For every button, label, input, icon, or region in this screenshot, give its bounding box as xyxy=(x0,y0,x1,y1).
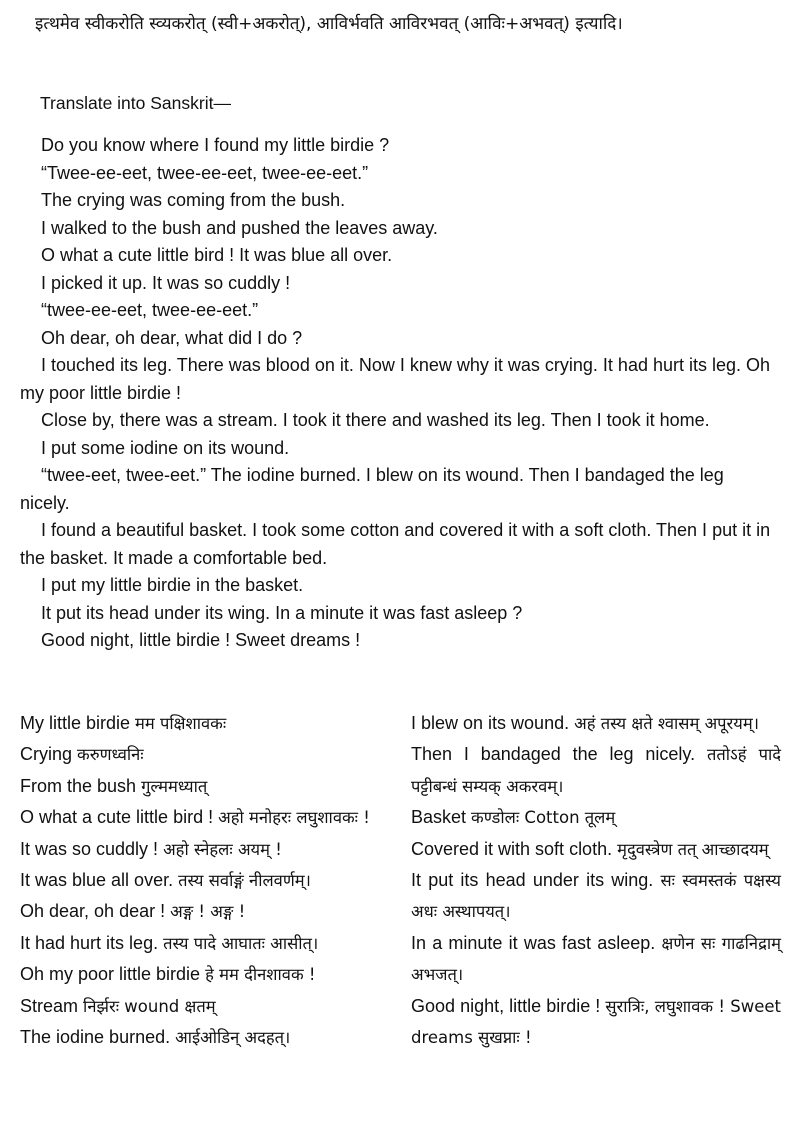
vocab-entry xyxy=(20,959,380,990)
vocab-english: In a minute it was fast asleep. xyxy=(411,932,656,953)
passage-line: “twee-ee-eet, twee-ee-eet.” xyxy=(41,300,259,320)
vocab-english: It put its head under its wing. xyxy=(411,870,654,891)
vocab-sanskrit: अहं तस्य क्षते श्वासम् अपूरयम्। xyxy=(574,714,759,733)
vocab-entry xyxy=(411,739,781,802)
vocab-entry xyxy=(411,802,781,833)
translation-passage xyxy=(20,132,778,655)
passage-line: “Twee-ee-eet, twee-ee-eet, twee-ee-eet.” xyxy=(41,162,369,183)
passage-line: I put my little birdie in the basket. xyxy=(41,575,304,595)
vocab-english: Then I bandaged the leg nicely. xyxy=(411,744,696,765)
vocab-sanskrit: निर्झरः wound क्षतम् xyxy=(83,996,216,1016)
vocab-sanskrit: मम पक्षिशावकः xyxy=(135,714,227,733)
vocab-english: The iodine burned. xyxy=(20,1027,171,1048)
vocab-sanskrit: आईओडिन् अदहत्। xyxy=(175,1028,291,1048)
passage-line: Do you know where I found my little birdie ? xyxy=(41,135,390,155)
vocab-sanskrit: तस्य पादे आघातः आसीत्। xyxy=(163,933,319,953)
passage-line: It put its head under its wing. In a minute it was fast asleep ? xyxy=(41,602,523,623)
vocab-english: It was blue all over. xyxy=(20,870,174,891)
passage-line: Good night, little birdie ! Sweet dreams ! xyxy=(41,630,361,650)
passage-line: I put some iodine on its wound. xyxy=(41,437,290,458)
passage-line: O what a cute little bird ! It was blue all over. xyxy=(41,245,393,265)
vocabulary-column-left xyxy=(20,708,380,1053)
vocab-entry xyxy=(20,991,380,1022)
vocab-sanskrit: अहो स्नेहलः अयम् ! xyxy=(163,839,282,859)
vocab-sanskrit: गुल्ममध्यात् xyxy=(141,776,208,796)
vocab-english: I blew on its wound. xyxy=(411,713,570,733)
vocab-sanskrit: करुणध्वनिः xyxy=(77,745,144,765)
vocab-entry xyxy=(20,865,380,896)
passage-line: I found a beautiful basket. I took some cotton and covered it with a soft cloth. Then I put it in the basket. It made a comfortable bed. xyxy=(20,520,771,568)
vocab-sanskrit: क्षणेन सः गाढनिद्राम् अभजत्। xyxy=(411,933,781,985)
vocab-entry xyxy=(20,708,380,739)
vocab-english: It had hurt its leg. xyxy=(20,932,159,953)
passage-line: I touched its leg. There was blood on it. Now I knew why it was crying. It had hurt its leg. Oh my poor little birdie ! xyxy=(20,355,771,403)
vocab-entry xyxy=(20,1022,380,1053)
passage-line: The crying was coming from the bush. xyxy=(41,190,346,210)
vocab-english: Stream xyxy=(20,995,79,1016)
vocab-sanskrit: अङ्ग ! अङ्ग ! xyxy=(170,902,246,922)
intro-line: इत्थमेव स्वीकरोति स्व्यकरोत् (स्वी+अकरोत्), आविर्भवति आविरभवत् (आविः+अभवत्) इत्यादि। xyxy=(35,14,623,34)
vocab-english: Crying xyxy=(20,744,73,765)
vocab-sanskrit: ततोऽहं पादे पट्टीबन्धं सम्यक् अकरवम्। xyxy=(411,745,781,796)
vocab-entry xyxy=(20,771,380,802)
vocab-sanskrit: अहो मनोहरः लघुशावकः ! xyxy=(218,808,370,828)
vocab-entry xyxy=(411,834,781,865)
vocab-english: Basket xyxy=(411,807,467,828)
vocab-sanskrit: कण्डोलः Cotton तूलम् xyxy=(471,808,616,828)
passage-line: I picked it up. It was so cuddly ! xyxy=(41,272,291,293)
vocab-entry xyxy=(20,834,380,865)
vocab-entry xyxy=(20,928,380,959)
vocab-sanskrit: मृदुवस्त्रेण तत् आच्छादयम् xyxy=(617,839,769,859)
vocab-english: It was so cuddly ! xyxy=(20,838,159,859)
vocab-english: Covered it with soft cloth. xyxy=(411,838,613,859)
vocab-sanskrit: तस्य सर्वाङ्गं नीलवर्णम्। xyxy=(178,871,311,891)
vocabulary-column-right xyxy=(411,708,781,1053)
exercise-heading: Translate into Sanskrit— xyxy=(40,93,231,113)
passage-line: Oh dear, oh dear, what did I do ? xyxy=(41,327,303,348)
vocab-english: From the bush xyxy=(20,775,137,796)
vocab-english: Oh my poor little birdie xyxy=(20,964,201,985)
vocab-english: My little birdie xyxy=(20,713,131,733)
vocab-sanskrit: सः स्वमस्तकं पक्षस्य अधः अस्थापयत्। xyxy=(411,871,781,922)
passage-line: Close by, there was a stream. I took it there and washed its leg. Then I took it home. xyxy=(41,410,710,430)
vocab-sanskrit: हे मम दीनशावक ! xyxy=(205,965,316,985)
vocab-english: Oh dear, oh dear ! xyxy=(20,901,166,922)
vocab-entry xyxy=(411,708,781,739)
passage-line: I walked to the bush and pushed the leaves away. xyxy=(41,217,438,238)
vocab-entry xyxy=(20,896,380,927)
vocab-english: Good night, little birdie ! xyxy=(411,995,601,1016)
vocab-english: O what a cute little bird ! xyxy=(20,807,214,828)
passage-line: “twee-eet, twee-eet.” The iodine burned. I blew on its wound. Then I bandaged the leg nicely. xyxy=(20,465,724,513)
vocab-entry xyxy=(411,865,781,928)
vocab-sanskrit: सुरात्रिः, लघुशावक ! Sweet dreams सुखप्नाः ! xyxy=(411,996,781,1048)
vocab-entry xyxy=(20,802,380,833)
vocab-entry xyxy=(20,739,380,770)
vocab-entry xyxy=(411,991,781,1054)
vocab-entry xyxy=(411,928,781,991)
